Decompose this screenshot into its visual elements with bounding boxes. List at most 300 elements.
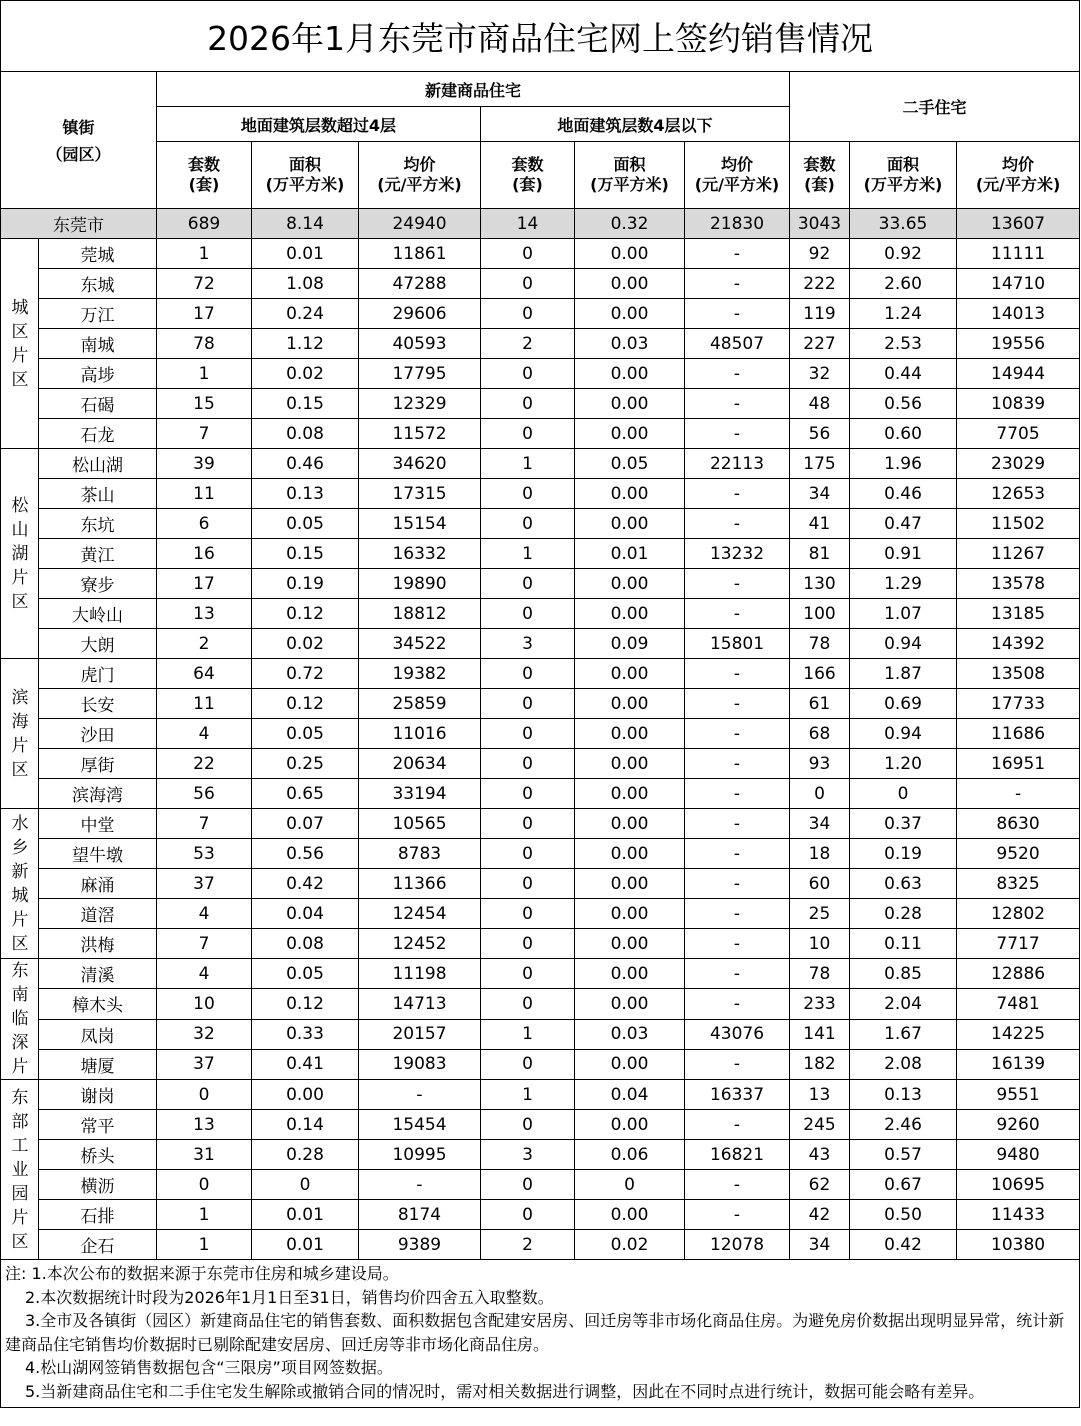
data-cell: 0.05 [252, 509, 359, 539]
data-cell: 22113 [685, 449, 790, 479]
table-row [1, 539, 1080, 569]
data-cell: 0.00 [575, 749, 685, 779]
data-cell: 182 [790, 1049, 850, 1079]
data-cell: 1 [481, 449, 575, 479]
below4-price-header-line2: (元/平方米) [694, 175, 780, 194]
below4-price-header-line1: 均价 [720, 155, 753, 174]
below4-units-header [481, 142, 575, 209]
data-cell: 0.67 [850, 1170, 957, 1200]
data-cell: 22 [157, 749, 252, 779]
data-cell: 13232 [685, 539, 790, 569]
data-cell: 0.37 [850, 809, 957, 839]
table-row [1, 1080, 1080, 1110]
data-cell: 68 [790, 719, 850, 749]
data-cell: 10565 [359, 809, 481, 839]
town-name: 中堂 [39, 809, 157, 839]
data-cell: 34 [790, 479, 850, 509]
data-cell: 0.15 [252, 539, 359, 569]
data-cell: 0 [481, 749, 575, 779]
data-cell: 0.02 [252, 629, 359, 659]
data-cell: 0.56 [850, 389, 957, 419]
data-cell: 0 [481, 869, 575, 899]
data-cell: - [685, 1170, 790, 1200]
data-cell: 0.00 [575, 389, 685, 419]
data-cell: 4 [157, 719, 252, 749]
note-line: 2.本次数据统计时段为2026年1月1日至31日，销售均价四舍五入取整数。 [25, 1287, 554, 1307]
data-cell: 0.00 [575, 719, 685, 749]
data-cell: 48 [790, 389, 850, 419]
data-cell: 29606 [359, 299, 481, 329]
data-cell: 9480 [957, 1140, 1080, 1170]
data-cell: 175 [790, 449, 850, 479]
data-cell: 32 [157, 1019, 252, 1049]
data-cell: - [685, 779, 790, 809]
data-cell: 16139 [957, 1049, 1080, 1079]
data-cell: 0 [481, 689, 575, 719]
data-cell: 92 [790, 239, 850, 269]
data-cell: 227 [790, 329, 850, 359]
data-cell: 0.03 [575, 1019, 685, 1049]
data-cell: 13 [157, 1110, 252, 1140]
data-cell: 0 [481, 1110, 575, 1140]
data-cell: 39 [157, 449, 252, 479]
data-cell: 11502 [957, 509, 1080, 539]
above4-price-header [359, 142, 481, 209]
below4-units-header-line1: 套数 [511, 155, 544, 174]
town-name: 黄江 [39, 539, 157, 569]
data-cell: - [685, 599, 790, 629]
data-cell: 78 [790, 959, 850, 989]
data-cell: 0.00 [575, 599, 685, 629]
data-cell: - [685, 569, 790, 599]
data-cell: 0.28 [252, 1140, 359, 1170]
data-cell: 0 [481, 839, 575, 869]
data-cell: 0.13 [850, 1080, 957, 1110]
data-cell: 0 [481, 509, 575, 539]
data-cell: 0.65 [252, 779, 359, 809]
data-cell: - [685, 419, 790, 449]
data-cell: 2.04 [850, 989, 957, 1019]
data-cell: 13 [157, 599, 252, 629]
second-hand-price-header-line2: (元/平方米) [975, 175, 1061, 194]
data-cell: 0.00 [575, 779, 685, 809]
region-label-text: 东部工业园片区 [11, 1087, 29, 1252]
data-cell: 9551 [957, 1080, 1080, 1110]
data-cell: - [685, 959, 790, 989]
data-cell: 0.47 [850, 509, 957, 539]
data-cell: 0.00 [575, 899, 685, 929]
total-cell: 13607 [957, 209, 1080, 239]
total-row [1, 209, 1080, 239]
data-cell: 17733 [957, 689, 1080, 719]
table-row [1, 929, 1080, 959]
data-cell: 0.91 [850, 539, 957, 569]
data-cell: - [685, 899, 790, 929]
data-cell: 6 [157, 509, 252, 539]
data-cell: 7 [157, 809, 252, 839]
town-name: 寮步 [39, 569, 157, 599]
data-cell: - [957, 779, 1080, 809]
data-cell: 37 [157, 869, 252, 899]
data-cell: 34522 [359, 629, 481, 659]
data-cell: 10995 [359, 1140, 481, 1170]
town-header-line1: 镇街 [62, 118, 95, 137]
data-cell: 222 [790, 269, 850, 299]
data-cell: 0 [157, 1080, 252, 1110]
total-cell: 3043 [790, 209, 850, 239]
data-cell: 81 [790, 539, 850, 569]
data-cell: 32 [790, 359, 850, 389]
region-label [1, 239, 39, 449]
second-hand-price-header [957, 142, 1080, 209]
data-cell: - [685, 749, 790, 779]
data-cell: 0.00 [575, 1200, 685, 1230]
region-label-text: 城区片区 [11, 297, 29, 390]
town-name: 道滘 [39, 899, 157, 929]
data-cell: 141 [790, 1019, 850, 1049]
data-cell: 0.63 [850, 869, 957, 899]
data-cell: 40593 [359, 329, 481, 359]
second-hand-area-header [850, 142, 957, 209]
data-cell: 9389 [359, 1230, 481, 1260]
table-row [1, 509, 1080, 539]
data-cell: - [685, 689, 790, 719]
table-row [1, 629, 1080, 659]
town-name: 洪梅 [39, 929, 157, 959]
data-cell: 1.29 [850, 569, 957, 599]
data-cell: 0.19 [252, 569, 359, 599]
data-cell: 14710 [957, 269, 1080, 299]
data-cell: 15801 [685, 629, 790, 659]
data-cell: 14713 [359, 989, 481, 1019]
data-cell: 0 [481, 809, 575, 839]
town-name: 滨海湾 [39, 779, 157, 809]
above4-units-header-line2: (套) [188, 175, 220, 194]
table-row [1, 329, 1080, 359]
data-cell: - [359, 1080, 481, 1110]
total-cell: 33.65 [850, 209, 957, 239]
data-cell: - [685, 389, 790, 419]
data-cell: 0.69 [850, 689, 957, 719]
data-cell: 0 [850, 779, 957, 809]
data-cell: 17315 [359, 479, 481, 509]
town-name: 高埗 [39, 359, 157, 389]
data-cell: 0.42 [252, 869, 359, 899]
data-cell: - [685, 989, 790, 1019]
region-label [1, 1080, 39, 1260]
data-cell: 13508 [957, 659, 1080, 689]
data-cell: 0.12 [252, 689, 359, 719]
data-cell: 7705 [957, 419, 1080, 449]
data-cell: - [685, 299, 790, 329]
data-cell: 245 [790, 1110, 850, 1140]
data-cell: 0.05 [575, 449, 685, 479]
table-row [1, 419, 1080, 449]
data-cell: 1 [157, 1200, 252, 1230]
data-cell: 0.00 [575, 959, 685, 989]
data-cell: 1 [157, 1230, 252, 1260]
town-name: 清溪 [39, 959, 157, 989]
data-cell: 0.94 [850, 629, 957, 659]
data-cell: 16332 [359, 539, 481, 569]
data-cell: 12078 [685, 1230, 790, 1260]
data-cell: - [685, 1049, 790, 1079]
region-label-text: 滨海片区 [11, 687, 29, 780]
above4-units-header [157, 142, 252, 209]
data-cell: 0.00 [575, 929, 685, 959]
data-cell: 0.00 [575, 569, 685, 599]
data-cell: 0.08 [252, 929, 359, 959]
data-cell: 33194 [359, 779, 481, 809]
town-name: 常平 [39, 1110, 157, 1140]
data-cell: 0.46 [252, 449, 359, 479]
data-cell: 0.41 [252, 1049, 359, 1079]
data-cell: 0 [481, 239, 575, 269]
data-cell: 0.05 [252, 719, 359, 749]
data-cell: 18 [790, 839, 850, 869]
town-name: 大岭山 [39, 599, 157, 629]
data-cell: 11111 [957, 239, 1080, 269]
data-cell: 2.46 [850, 1110, 957, 1140]
total-cell: 14 [481, 209, 575, 239]
data-cell: 12802 [957, 899, 1080, 929]
second-hand-units-header-line2: (套) [804, 175, 835, 194]
data-cell: 17795 [359, 359, 481, 389]
data-cell: 93 [790, 749, 850, 779]
data-cell: 2.53 [850, 329, 957, 359]
data-cell: 0.07 [252, 809, 359, 839]
data-cell: 16 [157, 539, 252, 569]
second-hand-header: 二手住宅 [790, 72, 1080, 142]
data-cell: - [685, 509, 790, 539]
town-name: 沙田 [39, 719, 157, 749]
data-cell: 56 [157, 779, 252, 809]
table-row [1, 719, 1080, 749]
town-name: 凤岗 [39, 1019, 157, 1049]
data-cell: 11198 [359, 959, 481, 989]
above4-area-header-line1: 面积 [288, 155, 321, 174]
above4-area-header [252, 142, 359, 209]
data-cell: 56 [790, 419, 850, 449]
data-cell: 0.12 [252, 599, 359, 629]
data-cell: 78 [790, 629, 850, 659]
data-cell: 10 [790, 929, 850, 959]
data-cell: 20157 [359, 1019, 481, 1049]
data-cell: 0.01 [575, 539, 685, 569]
town-name: 厚街 [39, 749, 157, 779]
data-cell: 0.15 [252, 389, 359, 419]
data-cell: - [685, 929, 790, 959]
data-cell: 11366 [359, 869, 481, 899]
data-cell: 34 [790, 809, 850, 839]
data-cell: 0.19 [850, 839, 957, 869]
table-row [1, 809, 1080, 839]
data-cell: 7717 [957, 929, 1080, 959]
data-cell: 0.13 [252, 479, 359, 509]
data-cell: 11861 [359, 239, 481, 269]
data-cell: 4 [157, 899, 252, 929]
data-cell: 0.06 [575, 1140, 685, 1170]
town-name: 麻涌 [39, 869, 157, 899]
data-cell: 100 [790, 599, 850, 629]
data-cell: 14392 [957, 629, 1080, 659]
data-cell: 10695 [957, 1170, 1080, 1200]
data-cell: 1 [157, 239, 252, 269]
data-cell: - [685, 809, 790, 839]
data-cell: 16821 [685, 1140, 790, 1170]
data-cell: 8174 [359, 1200, 481, 1230]
region-label-text: 东南临深片 [11, 961, 29, 1077]
data-cell: 0.02 [252, 359, 359, 389]
data-cell: 0.00 [575, 359, 685, 389]
data-cell: 0.00 [575, 239, 685, 269]
data-cell: 0.44 [850, 359, 957, 389]
data-cell: 19890 [359, 569, 481, 599]
table-row [1, 479, 1080, 509]
data-cell: 0 [481, 1200, 575, 1230]
data-cell: 0.94 [850, 719, 957, 749]
below4-area-header-line2: (万平方米) [590, 175, 669, 194]
data-cell: 0.57 [850, 1140, 957, 1170]
new-housing-header: 新建商品住宅 [157, 72, 790, 107]
data-cell: 14944 [957, 359, 1080, 389]
total-cell: 24940 [359, 209, 481, 239]
town-name: 塘厦 [39, 1049, 157, 1079]
data-cell: 7 [157, 419, 252, 449]
data-cell: 31 [157, 1140, 252, 1170]
data-cell: 119 [790, 299, 850, 329]
data-cell: 0.60 [850, 419, 957, 449]
table-row [1, 659, 1080, 689]
data-cell: 0.00 [575, 989, 685, 1019]
data-cell: 0.00 [252, 1080, 359, 1110]
below4-units-header-line2: (套) [512, 175, 543, 194]
data-cell: 0 [790, 779, 850, 809]
table-row [1, 869, 1080, 899]
town-name: 东坑 [39, 509, 157, 539]
data-cell: 166 [790, 659, 850, 689]
data-cell: 0.00 [575, 689, 685, 719]
data-cell: 0 [481, 899, 575, 929]
total-cell: 21830 [685, 209, 790, 239]
data-cell: 1.96 [850, 449, 957, 479]
data-cell: 12886 [957, 959, 1080, 989]
table-row [1, 899, 1080, 929]
data-cell: 61 [790, 689, 850, 719]
town-name: 茶山 [39, 479, 157, 509]
data-cell: 0.46 [850, 479, 957, 509]
table-row [1, 1110, 1080, 1140]
table-row [1, 1049, 1080, 1079]
data-cell: 7 [157, 929, 252, 959]
data-cell: 0 [157, 1170, 252, 1200]
data-cell: 2.60 [850, 269, 957, 299]
table-row [1, 1140, 1080, 1170]
data-cell: 62 [790, 1170, 850, 1200]
town-name: 南城 [39, 329, 157, 359]
data-cell: 1.20 [850, 749, 957, 779]
data-cell: 0 [481, 359, 575, 389]
data-cell: 0 [481, 1170, 575, 1200]
data-cell: 14013 [957, 299, 1080, 329]
data-cell: - [685, 839, 790, 869]
town-name: 万江 [39, 299, 157, 329]
data-cell: 37 [157, 1049, 252, 1079]
table-row [1, 779, 1080, 809]
above4-price-header-line2: (元/平方米) [377, 175, 462, 194]
data-cell: 1 [481, 1080, 575, 1110]
data-cell: 0.05 [252, 959, 359, 989]
table-row [1, 749, 1080, 779]
data-cell: 0.12 [252, 989, 359, 1019]
data-cell: 0 [575, 1170, 685, 1200]
data-cell: 0.00 [575, 1049, 685, 1079]
data-cell: 0 [481, 389, 575, 419]
data-cell: 47288 [359, 269, 481, 299]
town-name: 横沥 [39, 1170, 157, 1200]
town-name: 樟木头 [39, 989, 157, 1019]
data-cell: 0.00 [575, 479, 685, 509]
data-cell: 11016 [359, 719, 481, 749]
second-hand-units-header [790, 142, 850, 209]
town-name: 大朗 [39, 629, 157, 659]
town-header [1, 72, 157, 209]
note-line: 5.当新建商品住宅和二手住宅发生解除或撤销合同的情况时，需对相关数据进行调整，因此在不同时点进行统计，数据可能会略有差异。 [25, 1381, 985, 1401]
data-cell: 4 [157, 959, 252, 989]
data-cell: 8630 [957, 809, 1080, 839]
total-cell: 689 [157, 209, 252, 239]
data-cell: 12329 [359, 389, 481, 419]
data-cell: 0 [481, 989, 575, 1019]
data-cell: 19382 [359, 659, 481, 689]
data-cell: 3 [481, 629, 575, 659]
table-row [1, 1230, 1080, 1260]
data-cell: - [359, 1170, 481, 1200]
region-label [1, 659, 39, 809]
town-name: 望牛墩 [39, 839, 157, 869]
data-cell: 1.24 [850, 299, 957, 329]
town-header-line2: （园区） [46, 145, 111, 164]
data-cell: 11 [157, 689, 252, 719]
above-4-floors-header: 地面建筑层数超过4层 [157, 107, 481, 142]
data-cell: 0.72 [252, 659, 359, 689]
data-cell: 1.67 [850, 1019, 957, 1049]
data-cell: - [685, 719, 790, 749]
table-row [1, 1019, 1080, 1049]
table-row [1, 959, 1080, 989]
note-line: 注: 1.本次公布的数据来源于东莞市住房和城乡建设局。 [5, 1264, 399, 1283]
town-name: 虎门 [39, 659, 157, 689]
data-cell: 2 [157, 629, 252, 659]
data-cell: - [685, 359, 790, 389]
table-row [1, 299, 1080, 329]
data-cell: 1.12 [252, 329, 359, 359]
data-cell: 17 [157, 569, 252, 599]
data-cell: 1 [157, 359, 252, 389]
table-row [1, 269, 1080, 299]
data-cell: 0 [481, 299, 575, 329]
total-cell: 0.32 [575, 209, 685, 239]
data-cell: 9520 [957, 839, 1080, 869]
data-cell: 0.42 [850, 1230, 957, 1260]
data-cell: 0.00 [575, 1110, 685, 1140]
data-cell: 0.92 [850, 239, 957, 269]
data-cell: - [685, 269, 790, 299]
data-cell: 0.02 [575, 1230, 685, 1260]
data-cell: 0.00 [575, 659, 685, 689]
data-cell: - [685, 659, 790, 689]
data-cell: - [685, 239, 790, 269]
